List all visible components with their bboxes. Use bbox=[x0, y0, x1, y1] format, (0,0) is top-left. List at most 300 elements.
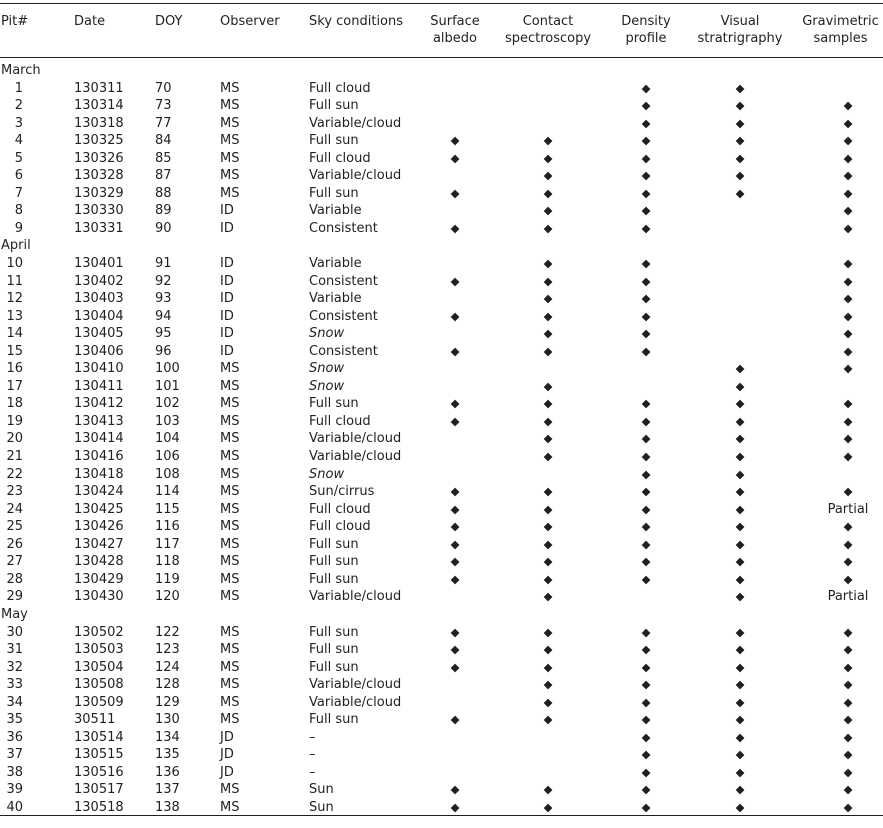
doy-cell: 77 bbox=[155, 115, 172, 131]
sky-conditions-cell: Full sun bbox=[309, 712, 359, 728]
observer-cell: MS bbox=[220, 185, 240, 201]
table-row bbox=[0, 553, 883, 571]
pit-number-cell: 32 bbox=[6, 659, 23, 675]
observer-cell: MS bbox=[220, 571, 240, 587]
contact-spectroscopy-diamond-icon: ◆ bbox=[543, 413, 553, 428]
pit-number-cell: 40 bbox=[6, 799, 23, 815]
density-profile-diamond-icon: ◆ bbox=[641, 764, 651, 779]
density-profile-diamond-icon: ◆ bbox=[641, 571, 651, 586]
table-row bbox=[0, 273, 883, 291]
sky-conditions-cell: Full sun bbox=[309, 396, 359, 412]
pit-number-cell: 36 bbox=[6, 729, 23, 745]
date-cell: 130416 bbox=[74, 449, 124, 465]
observer-cell: MS bbox=[220, 431, 240, 447]
gravimetric-samples-diamond-icon: ◆ bbox=[843, 747, 853, 762]
sky-conditions-cell: Variable/cloud bbox=[309, 449, 402, 465]
visual-stratigraphy-diamond-icon: ◆ bbox=[735, 133, 745, 148]
pit-number-cell: 3 bbox=[14, 115, 23, 131]
table-row bbox=[0, 764, 883, 782]
doy-cell: 124 bbox=[155, 659, 180, 675]
pit-number-cell: 2 bbox=[14, 98, 23, 114]
date-cell: 130330 bbox=[74, 203, 124, 219]
pit-number-cell: 23 bbox=[6, 484, 23, 500]
pit-number-cell: 17 bbox=[6, 378, 23, 394]
date-cell: 130515 bbox=[74, 747, 124, 763]
table-row bbox=[0, 659, 883, 677]
table-row bbox=[0, 711, 883, 729]
table-row bbox=[0, 150, 883, 168]
sky-conditions-cell: Full sun bbox=[309, 98, 359, 114]
contact-spectroscopy-diamond-icon: ◆ bbox=[543, 185, 553, 200]
date-cell: 130514 bbox=[74, 729, 124, 745]
sky-conditions-cell: – bbox=[309, 764, 316, 780]
pit-number-cell: 6 bbox=[14, 168, 23, 184]
pit-number-cell: 38 bbox=[6, 764, 23, 780]
pit-number-cell: 18 bbox=[6, 396, 23, 412]
sky-conditions-cell: Sun bbox=[309, 782, 334, 798]
contact-spectroscopy-diamond-icon: ◆ bbox=[543, 694, 553, 709]
pit-number-cell: 22 bbox=[6, 466, 23, 482]
observer-cell: ID bbox=[220, 308, 234, 324]
observer-cell: MS bbox=[220, 677, 240, 693]
sky-conditions-cell: Full cloud bbox=[309, 413, 371, 429]
table-row bbox=[0, 518, 883, 536]
surface-albedo-diamond-icon: ◆ bbox=[450, 484, 460, 499]
pit-number-cell: 33 bbox=[6, 677, 23, 693]
doy-cell: 91 bbox=[155, 256, 172, 272]
sky-conditions-cell: Snow bbox=[309, 326, 345, 342]
visual-stratigraphy-diamond-icon: ◆ bbox=[735, 589, 745, 604]
header-visual-stratigraphy bbox=[680, 14, 800, 47]
sky-conditions-cell: Variable/cloud bbox=[309, 677, 402, 693]
observer-cell: ID bbox=[220, 273, 234, 289]
visual-stratigraphy-diamond-icon: ◆ bbox=[735, 764, 745, 779]
visual-stratigraphy-diamond-icon: ◆ bbox=[735, 519, 745, 534]
visual-stratigraphy-diamond-icon: ◆ bbox=[735, 396, 745, 411]
doy-cell: 128 bbox=[155, 677, 180, 693]
gravimetric-samples-diamond-icon: ◆ bbox=[843, 677, 853, 692]
doy-cell: 102 bbox=[155, 396, 180, 412]
header-surface-albedo-line2: albedo bbox=[432, 30, 478, 46]
surface-albedo-diamond-icon: ◆ bbox=[450, 150, 460, 165]
section-row bbox=[0, 606, 883, 624]
sky-conditions-cell: Variable bbox=[309, 256, 362, 272]
surface-albedo-diamond-icon: ◆ bbox=[450, 659, 460, 674]
visual-stratigraphy-diamond-icon: ◆ bbox=[735, 361, 745, 376]
doy-cell: 88 bbox=[155, 185, 172, 201]
density-profile-diamond-icon: ◆ bbox=[641, 203, 651, 218]
density-profile-diamond-icon: ◆ bbox=[641, 273, 651, 288]
gravimetric-samples-diamond-icon: ◆ bbox=[843, 484, 853, 499]
date-cell: 130403 bbox=[74, 291, 124, 307]
pit-number-cell: 26 bbox=[6, 536, 23, 552]
date-cell: 130418 bbox=[74, 466, 124, 482]
observer-cell: MS bbox=[220, 642, 240, 658]
doy-cell: 84 bbox=[155, 133, 172, 149]
density-profile-diamond-icon: ◆ bbox=[641, 133, 651, 148]
pit-number-cell: 21 bbox=[6, 449, 23, 465]
doy-cell: 116 bbox=[155, 519, 180, 535]
table-row bbox=[0, 430, 883, 448]
observer-cell: JD bbox=[220, 764, 234, 780]
observer-cell: MS bbox=[220, 413, 240, 429]
table-row bbox=[0, 132, 883, 150]
surface-albedo-diamond-icon: ◆ bbox=[450, 571, 460, 586]
density-profile-diamond-icon: ◆ bbox=[641, 466, 651, 481]
sky-conditions-cell: Full sun bbox=[309, 133, 359, 149]
density-profile-diamond-icon: ◆ bbox=[641, 484, 651, 499]
pit-number-cell: 14 bbox=[6, 326, 23, 342]
observer-cell: ID bbox=[220, 220, 234, 236]
pit-number-cell: 11 bbox=[6, 273, 23, 289]
doy-cell: 85 bbox=[155, 150, 172, 166]
doy-cell: 70 bbox=[155, 80, 172, 96]
contact-spectroscopy-diamond-icon: ◆ bbox=[543, 484, 553, 499]
table-row bbox=[0, 448, 883, 466]
doy-cell: 137 bbox=[155, 782, 180, 798]
table-row bbox=[0, 220, 883, 238]
doy-cell: 115 bbox=[155, 501, 180, 517]
observer-cell: MS bbox=[220, 519, 240, 535]
observer-cell: MS bbox=[220, 378, 240, 394]
doy-cell: 123 bbox=[155, 642, 180, 658]
density-profile-diamond-icon: ◆ bbox=[641, 799, 651, 814]
observer-cell: MS bbox=[220, 168, 240, 184]
surface-albedo-diamond-icon: ◆ bbox=[450, 782, 460, 797]
pit-number-cell: 7 bbox=[14, 185, 23, 201]
doy-cell: 120 bbox=[155, 589, 180, 605]
gravimetric-samples-diamond-icon: ◆ bbox=[843, 571, 853, 586]
visual-stratigraphy-diamond-icon: ◆ bbox=[735, 642, 745, 657]
sky-conditions-cell: Snow bbox=[309, 378, 345, 394]
date-cell: 130401 bbox=[74, 256, 124, 272]
density-profile-diamond-icon: ◆ bbox=[641, 98, 651, 113]
sky-conditions-cell: Variable/cloud bbox=[309, 431, 402, 447]
pit-number-cell: 5 bbox=[14, 150, 23, 166]
table-row bbox=[0, 185, 883, 203]
date-cell: 130411 bbox=[74, 378, 124, 394]
table-row bbox=[0, 360, 883, 378]
surface-albedo-diamond-icon: ◆ bbox=[450, 308, 460, 323]
visual-stratigraphy-diamond-icon: ◆ bbox=[735, 185, 745, 200]
section-row bbox=[0, 62, 883, 80]
date-cell: 130430 bbox=[74, 589, 124, 605]
sky-conditions-cell: Full sun bbox=[309, 554, 359, 570]
date-cell: 130429 bbox=[74, 571, 124, 587]
density-profile-diamond-icon: ◆ bbox=[641, 80, 651, 95]
gravimetric-samples-diamond-icon: ◆ bbox=[843, 98, 853, 113]
date-cell: 130318 bbox=[74, 115, 124, 131]
date-cell: 130509 bbox=[74, 694, 124, 710]
observer-cell: ID bbox=[220, 326, 234, 342]
date-cell: 130503 bbox=[74, 642, 124, 658]
pit-number-cell: 29 bbox=[6, 589, 23, 605]
pit-number-cell: 31 bbox=[6, 642, 23, 658]
surface-albedo-diamond-icon: ◆ bbox=[450, 413, 460, 428]
sky-conditions-cell: Sun bbox=[309, 799, 334, 815]
date-cell: 130412 bbox=[74, 396, 124, 412]
sky-conditions-cell: Full cloud bbox=[309, 519, 371, 535]
date-cell: 130329 bbox=[74, 185, 124, 201]
gravimetric-samples-diamond-icon: ◆ bbox=[843, 273, 853, 288]
contact-spectroscopy-diamond-icon: ◆ bbox=[543, 519, 553, 534]
sky-conditions-cell: Full sun bbox=[309, 642, 359, 658]
doy-cell: 90 bbox=[155, 220, 172, 236]
visual-stratigraphy-diamond-icon: ◆ bbox=[735, 799, 745, 814]
doy-cell: 89 bbox=[155, 203, 172, 219]
contact-spectroscopy-diamond-icon: ◆ bbox=[543, 642, 553, 657]
sky-conditions-cell: Snow bbox=[309, 466, 345, 482]
density-profile-diamond-icon: ◆ bbox=[641, 501, 651, 516]
date-cell: 130325 bbox=[74, 133, 124, 149]
table-row bbox=[0, 115, 883, 133]
pit-number-cell: 19 bbox=[6, 413, 23, 429]
pit-number-cell: 9 bbox=[14, 220, 23, 236]
date-cell: 130425 bbox=[74, 501, 124, 517]
visual-stratigraphy-diamond-icon: ◆ bbox=[735, 115, 745, 130]
doy-cell: 138 bbox=[155, 799, 180, 815]
header-pit: Pit# bbox=[1, 14, 29, 29]
sky-conditions-cell: Variable/cloud bbox=[309, 694, 402, 710]
density-profile-diamond-icon: ◆ bbox=[641, 712, 651, 727]
gravimetric-samples-diamond-icon: ◆ bbox=[843, 799, 853, 814]
visual-stratigraphy-diamond-icon: ◆ bbox=[735, 571, 745, 586]
visual-stratigraphy-diamond-icon: ◆ bbox=[735, 554, 745, 569]
visual-stratigraphy-diamond-icon: ◆ bbox=[735, 677, 745, 692]
date-cell: 130331 bbox=[74, 220, 124, 236]
pit-number-cell: 39 bbox=[6, 782, 23, 798]
gravimetric-samples-diamond-icon: ◆ bbox=[843, 554, 853, 569]
doy-cell: 93 bbox=[155, 291, 172, 307]
pit-number-cell: 28 bbox=[6, 571, 23, 587]
contact-spectroscopy-diamond-icon: ◆ bbox=[543, 799, 553, 814]
gravimetric-samples-diamond-icon: ◆ bbox=[843, 168, 853, 183]
observer-cell: MS bbox=[220, 694, 240, 710]
doy-cell: 103 bbox=[155, 413, 180, 429]
gravimetric-samples-diamond-icon: ◆ bbox=[843, 326, 853, 341]
contact-spectroscopy-diamond-icon: ◆ bbox=[543, 624, 553, 639]
pit-number-cell: 16 bbox=[6, 361, 23, 377]
observer-cell: MS bbox=[220, 115, 240, 131]
doy-cell: 92 bbox=[155, 273, 172, 289]
contact-spectroscopy-diamond-icon: ◆ bbox=[543, 571, 553, 586]
doy-cell: 96 bbox=[155, 343, 172, 359]
observer-cell: MS bbox=[220, 133, 240, 149]
contact-spectroscopy-diamond-icon: ◆ bbox=[543, 168, 553, 183]
header-doy: DOY bbox=[155, 14, 183, 29]
contact-spectroscopy-diamond-icon: ◆ bbox=[543, 326, 553, 341]
gravimetric-samples-diamond-icon: ◆ bbox=[843, 413, 853, 428]
gravimetric-samples-diamond-icon: ◆ bbox=[843, 782, 853, 797]
sky-conditions-cell: Full sun bbox=[309, 185, 359, 201]
observer-cell: MS bbox=[220, 536, 240, 552]
bottom-rule bbox=[0, 815, 883, 816]
table-row bbox=[0, 536, 883, 554]
visual-stratigraphy-diamond-icon: ◆ bbox=[735, 168, 745, 183]
pit-number-cell: 24 bbox=[6, 501, 23, 517]
density-profile-diamond-icon: ◆ bbox=[641, 396, 651, 411]
gravimetric-samples-diamond-icon: ◆ bbox=[843, 361, 853, 376]
date-cell: 130516 bbox=[74, 764, 124, 780]
density-profile-diamond-icon: ◆ bbox=[641, 729, 651, 744]
visual-stratigraphy-diamond-icon: ◆ bbox=[735, 747, 745, 762]
date-cell: 130328 bbox=[74, 168, 124, 184]
doy-cell: 119 bbox=[155, 571, 180, 587]
observer-cell: MS bbox=[220, 98, 240, 114]
gravimetric-samples-diamond-icon: ◆ bbox=[843, 133, 853, 148]
visual-stratigraphy-diamond-icon: ◆ bbox=[735, 150, 745, 165]
date-cell: 130502 bbox=[74, 624, 124, 640]
observer-cell: JD bbox=[220, 729, 234, 745]
observer-cell: MS bbox=[220, 624, 240, 640]
density-profile-diamond-icon: ◆ bbox=[641, 659, 651, 674]
sky-conditions-cell: Variable/cloud bbox=[309, 589, 402, 605]
date-cell: 130311 bbox=[74, 80, 124, 96]
density-profile-diamond-icon: ◆ bbox=[641, 185, 651, 200]
observer-cell: MS bbox=[220, 712, 240, 728]
gravimetric-samples-diamond-icon: ◆ bbox=[843, 449, 853, 464]
observer-cell: MS bbox=[220, 150, 240, 166]
density-profile-diamond-icon: ◆ bbox=[641, 677, 651, 692]
doy-cell: 73 bbox=[155, 98, 172, 114]
gravimetric-samples-diamond-icon: ◆ bbox=[843, 185, 853, 200]
sky-conditions-cell: Variable bbox=[309, 203, 362, 219]
header-contact-spectroscopy-line2: spectroscopy bbox=[504, 30, 592, 46]
observer-cell: MS bbox=[220, 484, 240, 500]
sky-conditions-cell: Full sun bbox=[309, 571, 359, 587]
doy-cell: 135 bbox=[155, 747, 180, 763]
density-profile-diamond-icon: ◆ bbox=[641, 291, 651, 306]
contact-spectroscopy-diamond-icon: ◆ bbox=[543, 431, 553, 446]
header-visual-stratigraphy-line2: stratrigraphy bbox=[697, 30, 783, 46]
header-surface-albedo-line1: Surface bbox=[430, 14, 480, 29]
doy-cell: 117 bbox=[155, 536, 180, 552]
density-profile-diamond-icon: ◆ bbox=[641, 747, 651, 762]
contact-spectroscopy-diamond-icon: ◆ bbox=[543, 308, 553, 323]
header-date: Date bbox=[74, 14, 106, 29]
pit-number-cell: 13 bbox=[6, 308, 23, 324]
table-row bbox=[0, 729, 883, 747]
observer-cell: MS bbox=[220, 659, 240, 675]
gravimetric-samples-diamond-icon: ◆ bbox=[843, 764, 853, 779]
pit-number-cell: 35 bbox=[6, 712, 23, 728]
visual-stratigraphy-diamond-icon: ◆ bbox=[735, 501, 745, 516]
pit-number-cell: 27 bbox=[6, 554, 23, 570]
gravimetric-samples-diamond-icon: ◆ bbox=[843, 624, 853, 639]
gravimetric-samples-note: Partial bbox=[827, 589, 869, 605]
header-gravimetric-samples bbox=[798, 14, 883, 47]
gravimetric-samples-diamond-icon: ◆ bbox=[843, 343, 853, 358]
header-density-profile bbox=[606, 14, 686, 47]
density-profile-diamond-icon: ◆ bbox=[641, 326, 651, 341]
sky-conditions-cell: Variable/cloud bbox=[309, 168, 402, 184]
density-profile-diamond-icon: ◆ bbox=[641, 519, 651, 534]
header-gravimetric-samples-line2: samples bbox=[813, 30, 868, 46]
sky-conditions-cell: Variable/cloud bbox=[309, 115, 402, 131]
date-cell: 130518 bbox=[74, 799, 124, 815]
gravimetric-samples-note: Partial bbox=[827, 501, 869, 517]
density-profile-diamond-icon: ◆ bbox=[641, 308, 651, 323]
contact-spectroscopy-diamond-icon: ◆ bbox=[543, 712, 553, 727]
visual-stratigraphy-diamond-icon: ◆ bbox=[735, 378, 745, 393]
contact-spectroscopy-diamond-icon: ◆ bbox=[543, 677, 553, 692]
date-cell: 130414 bbox=[74, 431, 124, 447]
gravimetric-samples-diamond-icon: ◆ bbox=[843, 694, 853, 709]
observer-cell: ID bbox=[220, 203, 234, 219]
gravimetric-samples-diamond-icon: ◆ bbox=[843, 519, 853, 534]
pit-number-cell: 15 bbox=[6, 343, 23, 359]
date-cell: 130326 bbox=[74, 150, 124, 166]
density-profile-diamond-icon: ◆ bbox=[641, 536, 651, 551]
visual-stratigraphy-diamond-icon: ◆ bbox=[735, 729, 745, 744]
contact-spectroscopy-diamond-icon: ◆ bbox=[543, 273, 553, 288]
table-row bbox=[0, 588, 883, 606]
surface-albedo-diamond-icon: ◆ bbox=[450, 343, 460, 358]
contact-spectroscopy-diamond-icon: ◆ bbox=[543, 256, 553, 271]
date-cell: 130427 bbox=[74, 536, 124, 552]
density-profile-diamond-icon: ◆ bbox=[641, 150, 651, 165]
density-profile-diamond-icon: ◆ bbox=[641, 554, 651, 569]
visual-stratigraphy-diamond-icon: ◆ bbox=[735, 536, 745, 551]
gravimetric-samples-diamond-icon: ◆ bbox=[843, 220, 853, 235]
sky-conditions-cell: Full sun bbox=[309, 624, 359, 640]
header-rule bbox=[0, 57, 883, 58]
table-row bbox=[0, 483, 883, 501]
density-profile-diamond-icon: ◆ bbox=[641, 642, 651, 657]
contact-spectroscopy-diamond-icon: ◆ bbox=[543, 659, 553, 674]
contact-spectroscopy-diamond-icon: ◆ bbox=[543, 150, 553, 165]
gravimetric-samples-diamond-icon: ◆ bbox=[843, 536, 853, 551]
visual-stratigraphy-diamond-icon: ◆ bbox=[735, 659, 745, 674]
sky-conditions-cell: Consistent bbox=[309, 308, 378, 324]
date-cell: 130404 bbox=[74, 308, 124, 324]
observer-cell: MS bbox=[220, 396, 240, 412]
pit-number-cell: 34 bbox=[6, 694, 23, 710]
table-row bbox=[0, 624, 883, 642]
table-body bbox=[0, 62, 883, 817]
date-cell: 130508 bbox=[74, 677, 124, 693]
date-cell: 130517 bbox=[74, 782, 124, 798]
contact-spectroscopy-diamond-icon: ◆ bbox=[543, 343, 553, 358]
table-row bbox=[0, 202, 883, 220]
gravimetric-samples-diamond-icon: ◆ bbox=[843, 729, 853, 744]
surface-albedo-diamond-icon: ◆ bbox=[450, 519, 460, 534]
sky-conditions-cell: Consistent bbox=[309, 343, 378, 359]
gravimetric-samples-diamond-icon: ◆ bbox=[843, 308, 853, 323]
surface-albedo-diamond-icon: ◆ bbox=[450, 273, 460, 288]
header-visual-stratigraphy-line1: Visual bbox=[720, 14, 760, 29]
gravimetric-samples-diamond-icon: ◆ bbox=[843, 150, 853, 165]
density-profile-diamond-icon: ◆ bbox=[641, 256, 651, 271]
table-row bbox=[0, 799, 883, 817]
pit-number-cell: 20 bbox=[6, 431, 23, 447]
table-row bbox=[0, 395, 883, 413]
section-label: May bbox=[1, 606, 28, 622]
table-row bbox=[0, 781, 883, 799]
visual-stratigraphy-diamond-icon: ◆ bbox=[735, 98, 745, 113]
doy-cell: 118 bbox=[155, 554, 180, 570]
surface-albedo-diamond-icon: ◆ bbox=[450, 536, 460, 551]
section-label: March bbox=[1, 63, 41, 78]
doy-cell: 106 bbox=[155, 449, 180, 465]
doy-cell: 114 bbox=[155, 484, 180, 500]
sky-conditions-cell: Consistent bbox=[309, 273, 378, 289]
density-profile-diamond-icon: ◆ bbox=[641, 168, 651, 183]
table-row bbox=[0, 378, 883, 396]
contact-spectroscopy-diamond-icon: ◆ bbox=[543, 133, 553, 148]
table-row bbox=[0, 255, 883, 273]
table-row bbox=[0, 167, 883, 185]
